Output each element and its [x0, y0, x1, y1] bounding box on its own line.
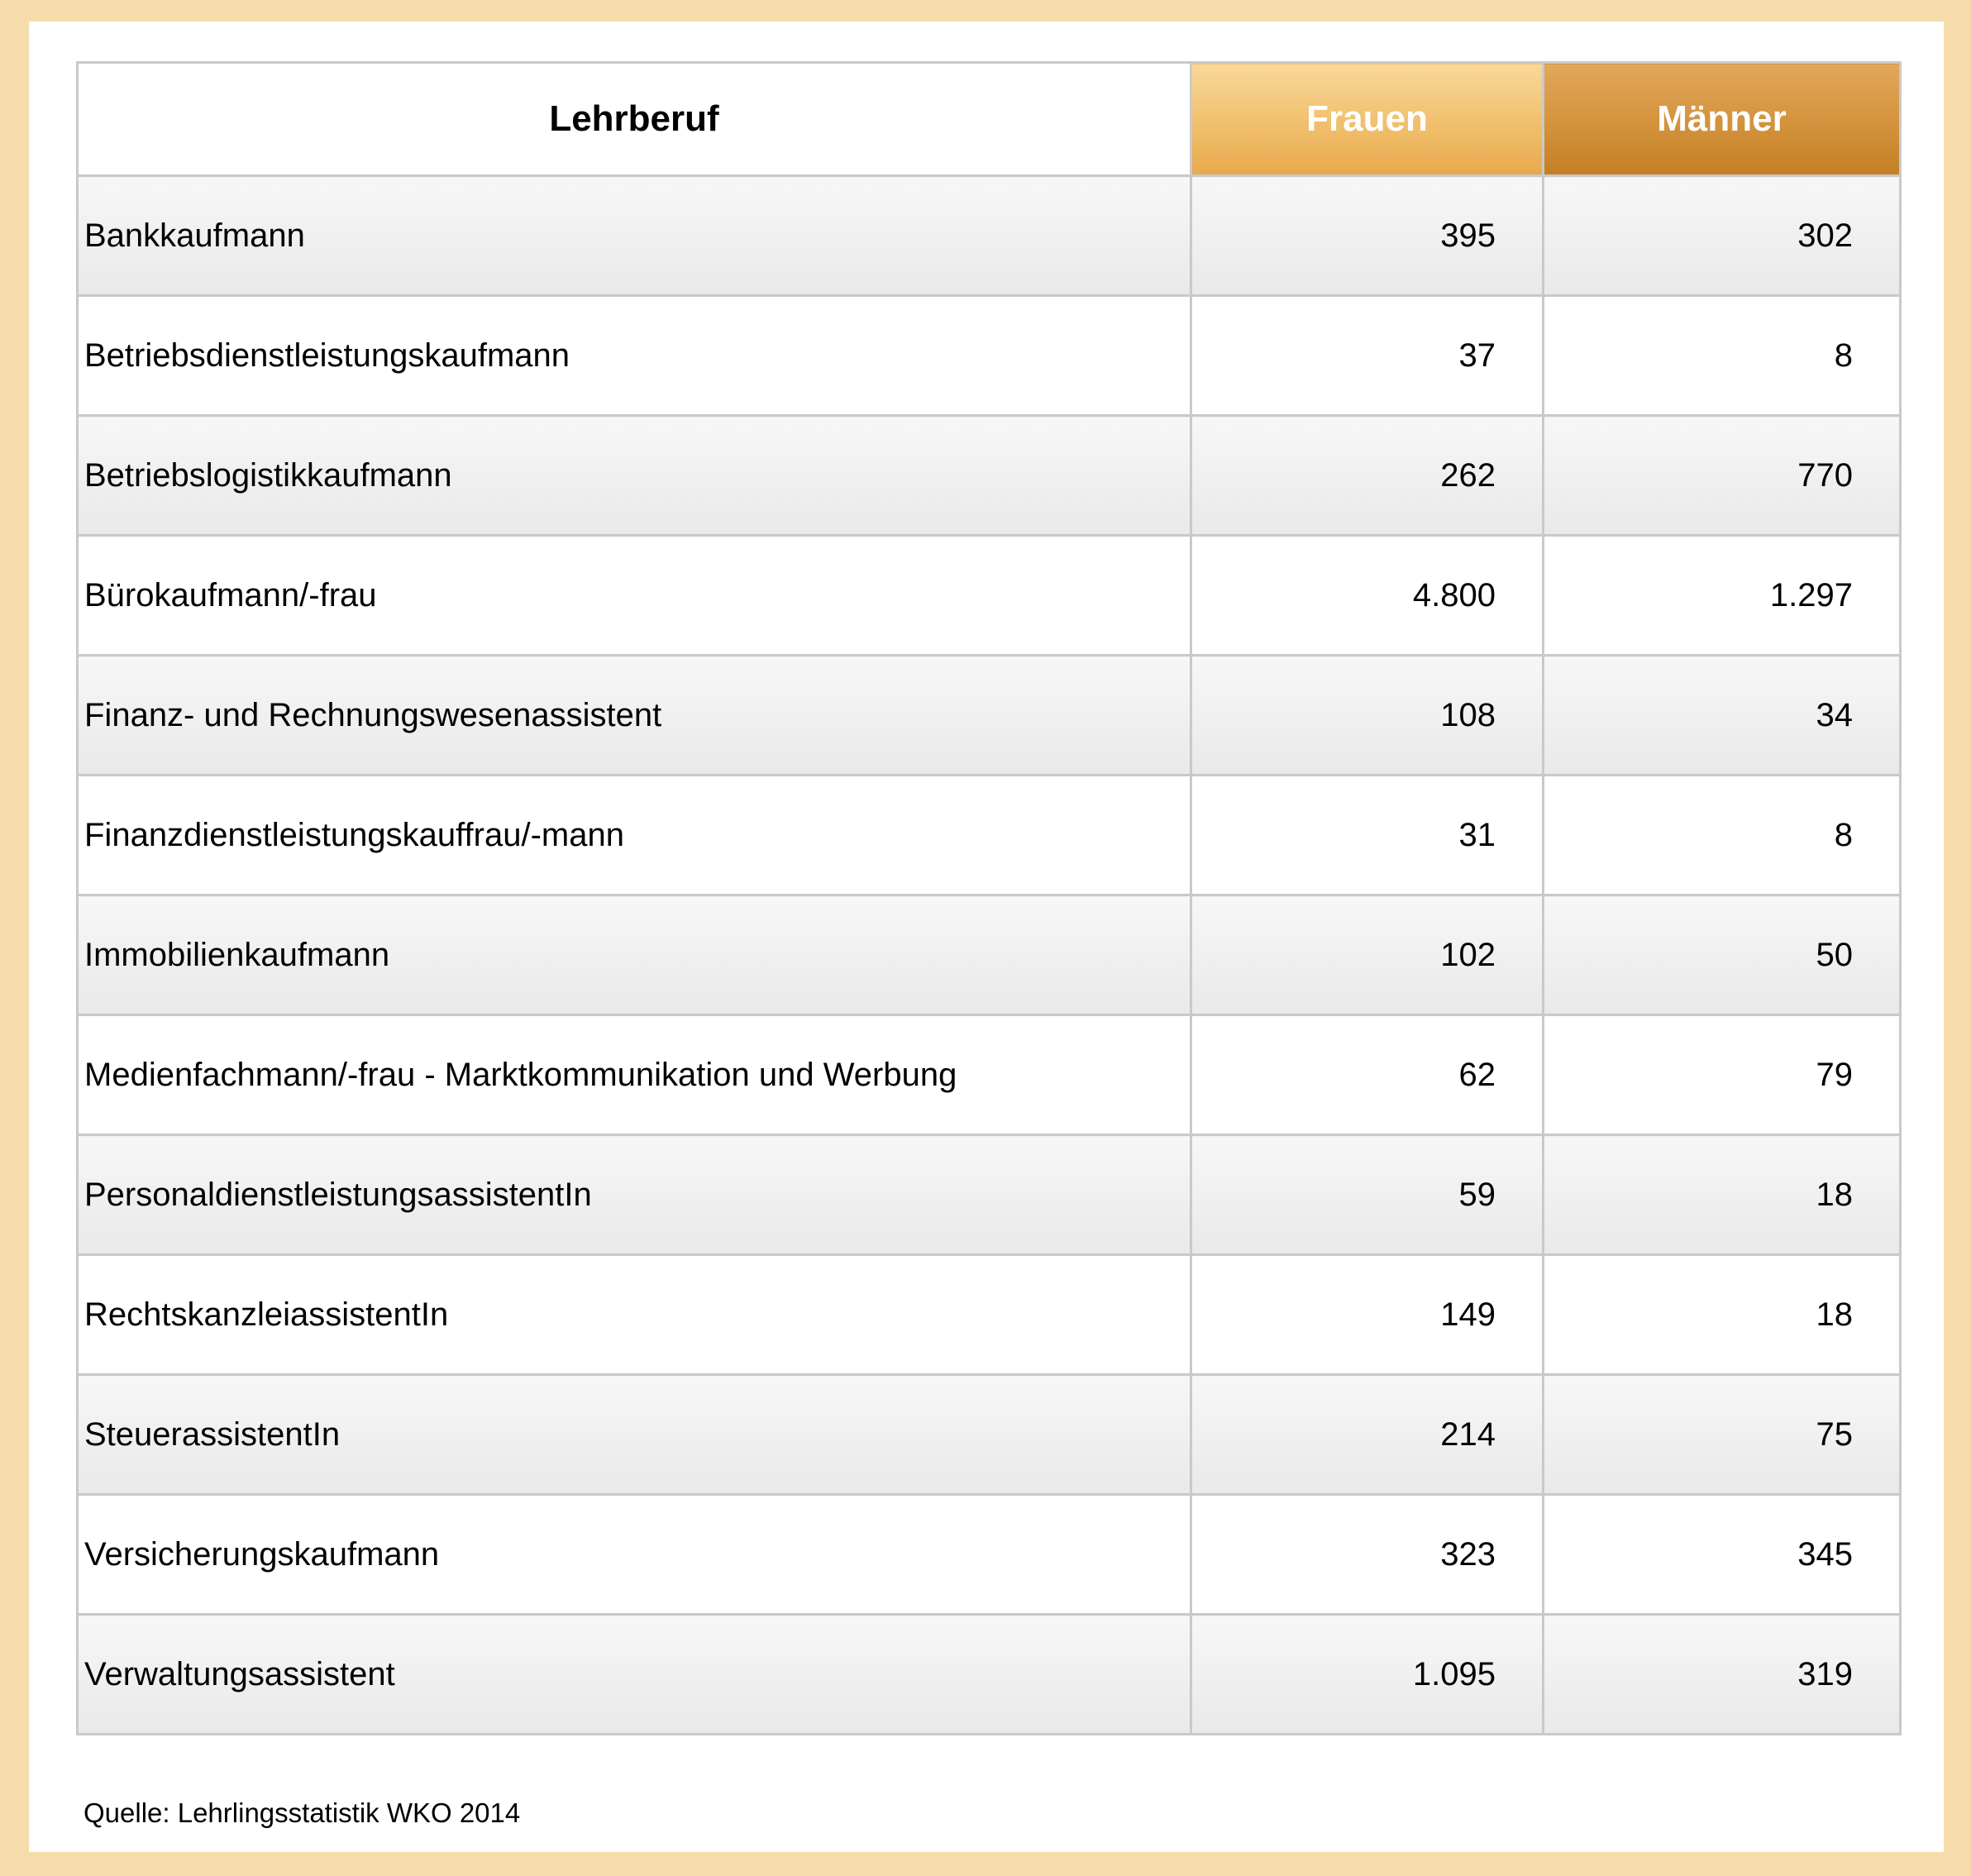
table-row: [78, 1255, 1901, 1375]
source-note: Quelle: Lehrlingsstatistik WKO 2014: [84, 1797, 521, 1828]
row-maenner-cell: 50: [1544, 895, 1901, 1015]
row-frauen-cell: 323: [1191, 1495, 1544, 1615]
table-row: [78, 1615, 1901, 1735]
row-maenner-cell: 18: [1544, 1255, 1901, 1375]
row-lehrberuf-cell: Finanz- und Rechnungswesenassistent: [78, 656, 1191, 776]
row-frauen-cell: 214: [1191, 1375, 1544, 1495]
table-row: [78, 1135, 1901, 1255]
table-row: [78, 656, 1901, 776]
row-frauen-cell: 395: [1191, 176, 1544, 296]
row-frauen-cell: 149: [1191, 1255, 1544, 1375]
row-lehrberuf-cell: Betriebsdienstleistungskaufmann: [78, 296, 1191, 416]
row-frauen-cell: 4.800: [1191, 536, 1544, 656]
table-row: [78, 895, 1901, 1015]
row-frauen-cell: 59: [1191, 1135, 1544, 1255]
table-body: [78, 176, 1901, 1735]
row-maenner-cell: 302: [1544, 176, 1901, 296]
row-maenner-cell: 770: [1544, 416, 1901, 536]
row-maenner-cell: 8: [1544, 296, 1901, 416]
apprenticeship-table: [76, 61, 1902, 1735]
row-maenner-cell: 8: [1544, 776, 1901, 895]
table-row: [78, 176, 1901, 296]
table-row: [78, 536, 1901, 656]
row-lehrberuf-cell: PersonaldienstleistungsassistentIn: [78, 1135, 1191, 1255]
row-maenner-cell: 34: [1544, 656, 1901, 776]
row-frauen-cell: 102: [1191, 895, 1544, 1015]
table-row: [78, 416, 1901, 536]
header-frauen: Frauen: [1191, 63, 1544, 176]
row-lehrberuf-cell: RechtskanzleiassistentIn: [78, 1255, 1191, 1375]
row-frauen-cell: 108: [1191, 656, 1544, 776]
row-maenner-cell: 345: [1544, 1495, 1901, 1615]
row-maenner-cell: 18: [1544, 1135, 1901, 1255]
row-lehrberuf-cell: Betriebslogistikkaufmann: [78, 416, 1191, 536]
row-frauen-cell: 1.095: [1191, 1615, 1544, 1735]
header-maenner: Männer: [1544, 63, 1901, 176]
table-row: [78, 776, 1901, 895]
table-frame: [29, 21, 1944, 1852]
header-lehrberuf: Lehrberuf: [78, 63, 1191, 176]
row-lehrberuf-cell: Medienfachmann/-frau - Marktkommunikation und Werbung: [78, 1015, 1191, 1135]
row-frauen-cell: 37: [1191, 296, 1544, 416]
row-maenner-cell: 75: [1544, 1375, 1901, 1495]
table-row: [78, 296, 1901, 416]
table-row: [78, 1375, 1901, 1495]
row-lehrberuf-cell: SteuerassistentIn: [78, 1375, 1191, 1495]
row-lehrberuf-cell: Immobilienkaufmann: [78, 895, 1191, 1015]
row-maenner-cell: 79: [1544, 1015, 1901, 1135]
row-frauen-cell: 62: [1191, 1015, 1544, 1135]
row-lehrberuf-cell: Bankkaufmann: [78, 176, 1191, 296]
row-lehrberuf-cell: Versicherungskaufmann: [78, 1495, 1191, 1615]
row-maenner-cell: 1.297: [1544, 536, 1901, 656]
header-row: [78, 63, 1901, 176]
table-row: [78, 1495, 1901, 1615]
row-lehrberuf-cell: Finanzdienstleistungskauffrau/-mann: [78, 776, 1191, 895]
row-lehrberuf-cell: Verwaltungsassistent: [78, 1615, 1191, 1735]
row-frauen-cell: 262: [1191, 416, 1544, 536]
table-row: [78, 1015, 1901, 1135]
row-lehrberuf-cell: Bürokaufmann/-frau: [78, 536, 1191, 656]
row-frauen-cell: 31: [1191, 776, 1544, 895]
row-maenner-cell: 319: [1544, 1615, 1901, 1735]
